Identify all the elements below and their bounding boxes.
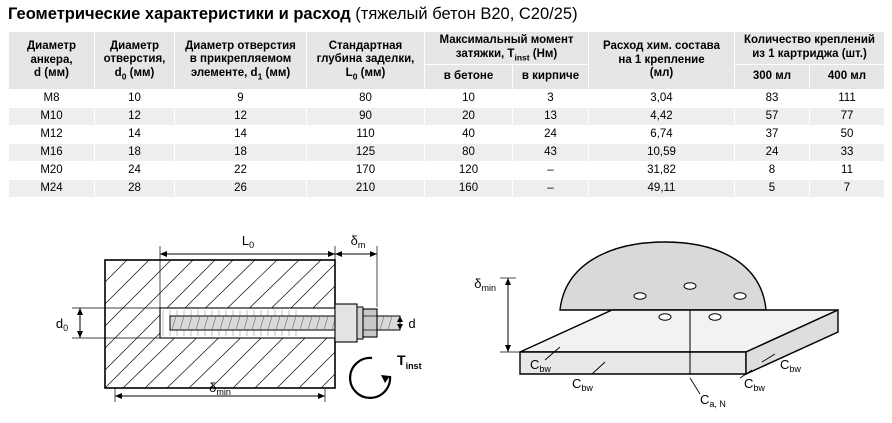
label-cbw-4: $C_{bw}$ [744, 376, 765, 393]
cell-fixture-hole: 14 [175, 125, 307, 143]
table-header-row [9, 32, 885, 65]
table-row [9, 179, 885, 197]
cell-fixture-hole: 22 [175, 161, 307, 179]
cell-embedment: 90 [307, 107, 425, 125]
table-row [9, 107, 885, 125]
cell-consumption: 49,11 [589, 179, 735, 197]
cell-fixture-hole: 18 [175, 143, 307, 161]
cell-embedment: 210 [307, 179, 425, 197]
page-title-suffix: (тяжелый бетон B20, C20/25) [355, 5, 578, 23]
label-delta-min-right: $\delta_{min}$ [474, 276, 496, 293]
header-fixture-hole-diameter: Диаметр отверстия в прикрепляемом элементе, $d_1$ (мм) [175, 32, 307, 90]
cell-hole-diameter: 14 [95, 125, 175, 143]
header-anchor-diameter: Диаметр анкера, d (мм) [9, 32, 95, 90]
anchor-section-drawing [56, 233, 422, 402]
drawings-area [0, 212, 892, 423]
cell-torque-brick: – [513, 179, 589, 197]
edge-distance-drawing [474, 242, 838, 409]
label-cbw-2: $C_{bw}$ [572, 376, 593, 393]
cell-hole-diameter: 24 [95, 161, 175, 179]
header-max-torque-group: Максимальный момент затяжки, $T_{inst}$ (Нм) [425, 32, 589, 65]
table-row [9, 89, 885, 107]
cell-qty-300: 5 [735, 179, 810, 197]
cell-anchor-diameter: M12 [9, 125, 95, 143]
label-delta-m: $\delta_m$ [350, 233, 366, 250]
header-embedment-depth: Стандартная глубина заделки, $L_0$ (мм) [307, 32, 425, 90]
cell-qty-400: 50 [810, 125, 885, 143]
header-qty-400: 400 мл [810, 64, 885, 89]
cell-anchor-diameter: M16 [9, 143, 95, 161]
cell-qty-300: 83 [735, 89, 810, 107]
label-ca-n: $C_{a, N}$ [700, 392, 726, 409]
header-qty-group: Количество креплений из 1 картриджа (шт.) [735, 32, 885, 65]
cell-fixture-hole: 9 [175, 89, 307, 107]
cell-qty-400: 11 [810, 161, 885, 179]
spec-table-body [9, 89, 885, 197]
cell-consumption: 10,59 [589, 143, 735, 161]
spec-table-wrap [8, 31, 884, 198]
cell-torque-concrete: 160 [425, 179, 513, 197]
cell-torque-brick: 43 [513, 143, 589, 161]
cell-consumption: 4,42 [589, 107, 735, 125]
header-torque-brick: в кирпиче [513, 64, 589, 89]
cell-torque-concrete: 20 [425, 107, 513, 125]
header-qty-300: 300 мл [735, 64, 810, 89]
cell-torque-brick: – [513, 161, 589, 179]
cell-embedment: 80 [307, 89, 425, 107]
cell-qty-400: 7 [810, 179, 885, 197]
spec-table [8, 31, 885, 198]
cell-qty-400: 33 [810, 143, 885, 161]
label-delta-min-left: $\delta_{min}$ [209, 380, 231, 397]
cell-hole-diameter: 12 [95, 107, 175, 125]
cell-torque-brick: 24 [513, 125, 589, 143]
cell-qty-300: 8 [735, 161, 810, 179]
cell-torque-brick: 3 [513, 89, 589, 107]
label-torque: $T_{inst}$ [397, 352, 422, 371]
cell-fixture-hole: 26 [175, 179, 307, 197]
page-title-main: Геометрические характеристики и расход [8, 5, 351, 23]
cell-hole-diameter: 10 [95, 89, 175, 107]
header-hole-diameter: Диаметр отверстия, $d_0$ (мм) [95, 32, 175, 90]
cell-consumption: 6,74 [589, 125, 735, 143]
cell-qty-300: 37 [735, 125, 810, 143]
label-cbw-1: $C_{bw}$ [530, 357, 551, 374]
cell-fixture-hole: 12 [175, 107, 307, 125]
cell-anchor-diameter: M20 [9, 161, 95, 179]
cell-consumption: 31,82 [589, 161, 735, 179]
header-torque-concrete: в бетоне [425, 64, 513, 89]
cell-torque-concrete: 40 [425, 125, 513, 143]
cell-embedment: 170 [307, 161, 425, 179]
page-title [8, 5, 578, 24]
cell-anchor-diameter: M8 [9, 89, 95, 107]
cell-torque-concrete: 80 [425, 143, 513, 161]
cell-embedment: 110 [307, 125, 425, 143]
cell-qty-300: 24 [735, 143, 810, 161]
cell-hole-diameter: 28 [95, 179, 175, 197]
cell-consumption: 3,04 [589, 89, 735, 107]
table-row [9, 125, 885, 143]
cell-embedment: 125 [307, 143, 425, 161]
technical-drawings [0, 212, 892, 423]
cell-anchor-diameter: M24 [9, 179, 95, 197]
cell-qty-400: 77 [810, 107, 885, 125]
table-row [9, 143, 885, 161]
cell-torque-concrete: 10 [425, 89, 513, 107]
header-chem-consumption: Расход хим. состава на 1 крепление (мл) [589, 32, 735, 90]
label-d: d [408, 316, 416, 331]
label-L0: $L_0$ [241, 233, 255, 250]
cell-anchor-diameter: M10 [9, 107, 95, 125]
cell-qty-400: 111 [810, 89, 885, 107]
cell-qty-300: 57 [735, 107, 810, 125]
cell-torque-concrete: 120 [425, 161, 513, 179]
cell-hole-diameter: 18 [95, 143, 175, 161]
label-d0: $d_0$ [55, 316, 69, 333]
label-cbw-3: $C_{bw}$ [780, 357, 801, 374]
table-row [9, 161, 885, 179]
cell-torque-brick: 13 [513, 107, 589, 125]
